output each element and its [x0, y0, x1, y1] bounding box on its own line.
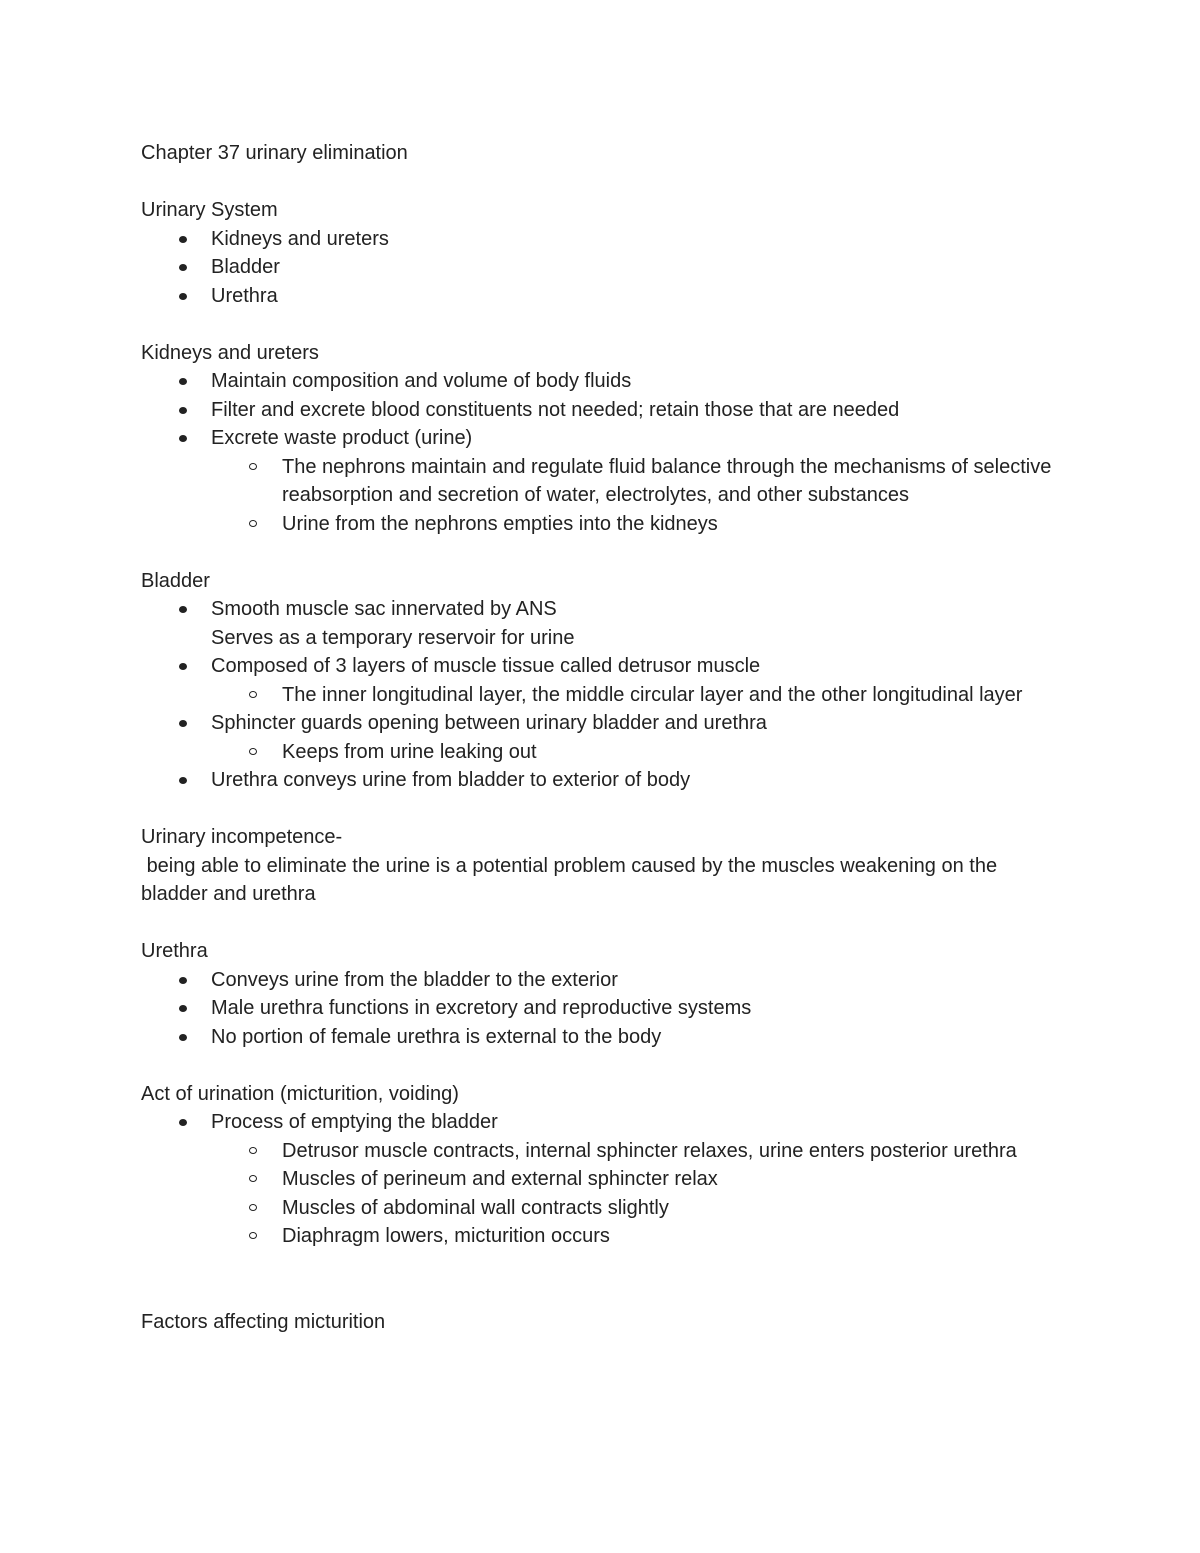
list-item: Bladder [141, 253, 1061, 282]
list-item: Smooth muscle sac innervated by ANS Serves as a temporary reservoir for urine [141, 595, 1061, 652]
urination-list [141, 1108, 1061, 1251]
paragraph-incompetence: being able to eliminate the urine is a potential problem caused by the muscles weakening on the bladder and urethra [141, 854, 1003, 905]
list-item: Male urethra functions in excretory and reproductive systems [141, 994, 1061, 1023]
bullet-icon [179, 777, 187, 784]
bullet-icon [179, 1005, 187, 1012]
hollow-bullet-icon [249, 463, 257, 470]
section-heading-factors: Factors affecting micturition [141, 1310, 386, 1333]
bullet-icon [179, 236, 187, 243]
hollow-bullet-icon [249, 691, 257, 698]
bullet-icon [179, 293, 187, 300]
document-title: Chapter 37 urinary elimination [141, 142, 408, 164]
sub-list-item: Muscles of abdominal wall contracts slightly [141, 1194, 1061, 1223]
list-item: Conveys urine from the bladder to the exterior [141, 966, 1061, 995]
bullet-icon [179, 407, 187, 414]
sub-list-item: Diaphragm lowers, micturition occurs [141, 1222, 1061, 1251]
list-item: No portion of female urethra is external to the body [141, 1023, 1061, 1052]
list-item: Urethra conveys urine from bladder to exterior of body [141, 766, 1061, 795]
sub-list-item: Urine from the nephrons empties into the kidneys [141, 510, 1061, 539]
section-heading-bladder: Bladder [141, 569, 210, 592]
bullet-icon [179, 264, 187, 271]
document-page [141, 139, 1061, 1336]
list-item: Urethra [141, 282, 1061, 311]
bullet-icon [179, 435, 187, 442]
sub-list-item: Keeps from urine leaking out [141, 738, 1061, 767]
bullet-icon [179, 1119, 187, 1126]
list-item: Composed of 3 layers of muscle tissue called detrusor muscle [141, 652, 1061, 681]
bullet-icon [179, 606, 187, 613]
section-heading-urination: Act of urination (micturition, voiding) [141, 1082, 459, 1105]
bladder-list [141, 595, 1061, 795]
list-item: Maintain composition and volume of body fluids [141, 367, 1061, 396]
list-item: Excrete waste product (urine) [141, 424, 1061, 453]
section-heading-urethra: Urethra [141, 940, 208, 962]
bullet-icon [179, 1034, 187, 1041]
kidneys-list [141, 367, 1061, 538]
bullet-icon [179, 378, 187, 385]
section-heading-urinary-system: Urinary System [141, 199, 278, 221]
bullet-icon [179, 663, 187, 670]
urinary-system-list [141, 225, 1061, 311]
hollow-bullet-icon [249, 748, 257, 755]
bullet-icon [179, 720, 187, 727]
sub-list-item: The inner longitudinal layer, the middle circular layer and the other longitudinal layer [141, 681, 1061, 710]
sub-list-item: The nephrons maintain and regulate fluid balance through the mechanisms of selective reabsorption and secretion of water, electrolytes, and other substances [141, 453, 1061, 510]
hollow-bullet-icon [249, 520, 257, 527]
section-heading-kidneys: Kidneys and ureters [141, 341, 319, 364]
hollow-bullet-icon [249, 1147, 257, 1154]
urethra-list [141, 966, 1061, 1052]
sub-list-item: Muscles of perineum and external sphincter relax [141, 1165, 1061, 1194]
bullet-icon [179, 977, 187, 984]
sub-list-item: Detrusor muscle contracts, internal sphincter relaxes, urine enters posterior urethra [141, 1137, 1061, 1166]
hollow-bullet-icon [249, 1232, 257, 1239]
list-item: Sphincter guards opening between urinary bladder and urethra [141, 709, 1061, 738]
list-item: Kidneys and ureters [141, 225, 1061, 254]
hollow-bullet-icon [249, 1204, 257, 1211]
hollow-bullet-icon [249, 1175, 257, 1182]
list-item: Process of emptying the bladder [141, 1108, 1061, 1137]
section-heading-incompetence: Urinary incompetence- [141, 826, 343, 848]
list-item: Filter and excrete blood constituents not needed; retain those that are needed [141, 396, 1061, 425]
